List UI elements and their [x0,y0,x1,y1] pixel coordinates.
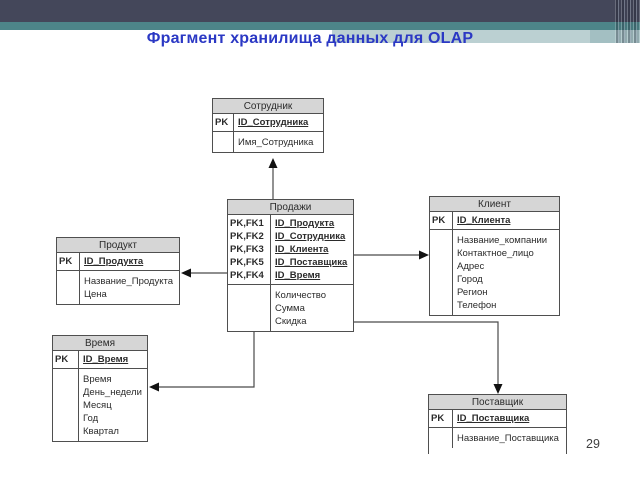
pk-label-column [228,215,271,284]
attribute-field: Квартал [83,426,119,437]
pk-label-column [429,410,453,427]
key-field-column [234,114,323,131]
attribute-field: День_недели [83,387,142,398]
pk-label: PK,FK4 [230,270,264,281]
header-bar [0,0,640,22]
entity-attr-section [430,229,559,315]
slide-title: Фрагмент хранилища данных для OLAP [146,30,474,47]
entity-attr-section [429,427,566,448]
attr-label-column [228,285,271,331]
pk-label: PK,FK1 [230,218,264,229]
entity-table-client [429,196,560,316]
pk-label: PK [55,354,69,365]
attr-label-column [53,369,79,441]
attribute-field: Регион [457,287,488,298]
entity-table-supplier [428,394,567,454]
entity-title: Клиент [430,197,559,212]
key-field: ID_Поставщика [457,413,530,424]
entity-table-product [56,237,180,305]
pk-label-column [213,114,234,131]
pk-label: PK [215,117,229,128]
key-field-column [453,410,566,427]
entity-attr-section [228,284,353,331]
pk-label: PK [432,215,446,226]
attribute-field: Количество [275,290,327,301]
attribute-field: Цена [84,289,107,300]
header-edge-stripes [615,0,640,43]
pk-label: PK [431,413,445,424]
pk-label-column [430,212,453,229]
entity-table-sales [227,199,354,332]
entity-attr-section [53,368,147,441]
key-field: ID_Продукта [84,256,144,267]
pk-label: PK,FK5 [230,257,264,268]
key-field: ID_Поставщика [275,257,348,268]
entity-attr-section [57,270,179,304]
connector-sales-supplier [354,322,498,385]
arrowhead-right-icon [419,251,429,260]
attr-field-column [453,428,566,448]
key-field-column [79,351,147,368]
attribute-field: Название_компании [457,235,548,246]
entity-key-section [213,114,323,131]
entity-key-section [430,212,559,229]
attribute-field: Скидка [275,316,307,327]
connector-sales-time [159,327,254,387]
attr-label-column [429,428,453,448]
key-field: ID_Сотрудника [238,117,309,128]
attr-field-column [80,271,179,304]
attribute-field: Месяц [83,400,112,411]
arrowhead-down-icon [494,384,503,394]
attribute-field: Год [83,413,99,424]
attribute-field: Время [83,374,112,385]
entity-title: Продукт [57,238,179,253]
attribute-field: Название_Продукта [84,276,174,287]
entity-table-employee [212,98,324,153]
entity-title: Продажи [228,200,353,215]
entity-key-section [228,215,353,284]
key-field: ID_Клиента [457,215,511,226]
key-field: ID_Клиента [275,244,329,255]
entity-table-time [52,335,148,442]
pk-label: PK,FK3 [230,244,264,255]
entity-key-section [53,351,147,368]
key-field: ID_Сотрудника [275,231,346,242]
entity-key-section [57,253,179,270]
pk-label-column [53,351,79,368]
attribute-field: Телефон [457,300,497,311]
attr-label-column [430,230,453,315]
attribute-field: Адрес [457,261,485,272]
key-field: ID_Продукта [275,218,335,229]
key-field: ID_Время [83,354,129,365]
attr-label-column [213,132,234,152]
attribute-field: Имя_Сотрудника [238,137,314,148]
pk-label: PK [59,256,73,267]
attr-field-column [79,369,147,441]
key-field-column [453,212,559,229]
entity-title: Сотрудник [213,99,323,114]
key-field: ID_Время [275,270,321,281]
arrowhead-left-icon [181,269,191,278]
key-field-column [80,253,179,270]
attribute-field: Название_Поставщика [457,433,559,444]
entity-title: Время [53,336,147,351]
attribute-field: Контактное_лицо [457,248,534,259]
entity-title: Поставщик [429,395,566,410]
attribute-field: Город [457,274,483,285]
pk-label-column [57,253,80,270]
entity-key-section [429,410,566,427]
page-number: 29 [586,437,600,451]
attribute-field: Сумма [275,303,305,314]
entity-attr-section [213,131,323,152]
attr-field-column [271,285,353,331]
attr-label-column [57,271,80,304]
pk-label: PK,FK2 [230,231,264,242]
arrowhead-left-icon [149,383,159,392]
attr-field-column [453,230,559,315]
key-field-column [271,215,353,284]
attr-field-column [234,132,323,152]
arrowhead-up-icon [269,158,278,168]
